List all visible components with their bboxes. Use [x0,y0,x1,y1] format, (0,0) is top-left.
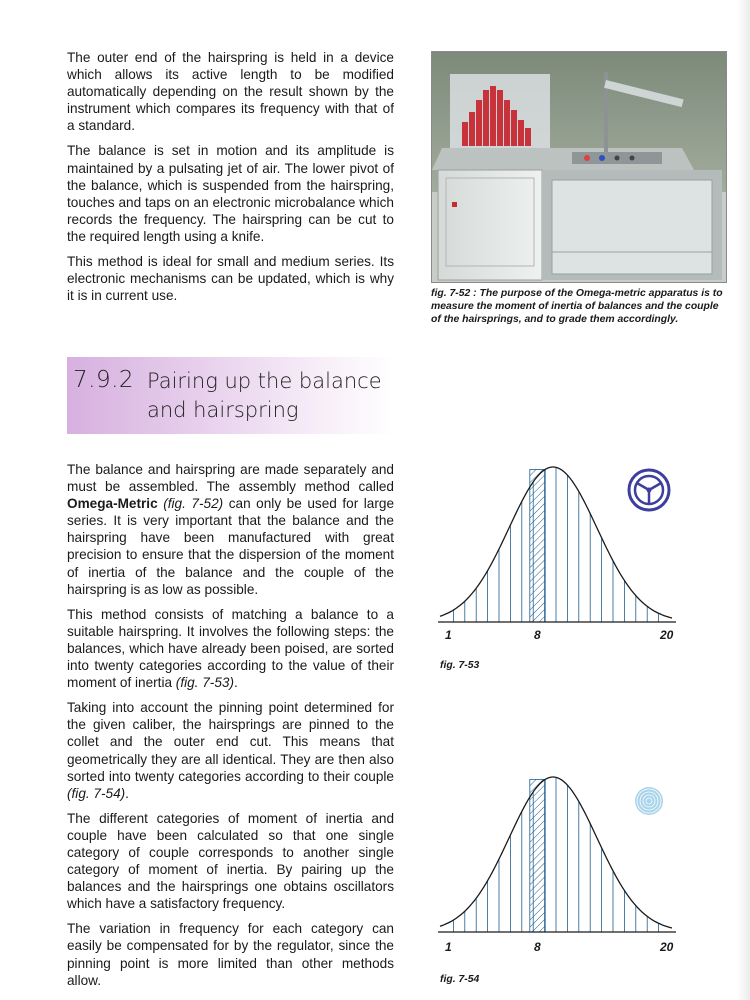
paragraph: The different categories of moment of inertia and couple have been calculated so that one single category of couple corresponds to another single category of moment of inertia. By pairing up the balances and the hairsprings one obtains oscillators which have a satisfactory frequency. [67,810,394,912]
omega-metric-apparatus-image [432,52,727,283]
fig-7-53-chart [430,455,700,655]
balance-wheel-icon [629,470,669,510]
section-heading [67,357,394,434]
tick-label-1: 1 [445,940,452,954]
distribution-curve-svg [430,455,700,655]
figure-reference: (fig. 7-53) [175,675,234,691]
distribution-curve-svg [430,765,700,965]
paragraph: This method consists of matching a balance to a suitable hairspring. It involves the following steps: the balances, which have already been poised, are sorted into twenty categories according to the value of their moment of inertia (fig. 7-53). [67,606,394,691]
highlighted-category-bar [530,469,545,622]
section-number: 7.9.2 [73,367,135,393]
section-title-line1: Pairing up the balance [147,369,382,393]
omega-metric-term: Omega-Metric [67,496,158,512]
tick-label-1: 1 [445,628,452,642]
tick-label-8: 8 [534,628,541,642]
figure-reference: (fig. 7-54) [67,785,126,801]
section-title-line2: and hairspring [147,398,299,422]
figure-reference: (fig. 7-52) [163,496,224,512]
paragraph: The outer end of the hairspring is held in a device which allows its active length to be modified automatically depending on the result shown by the instrument which compares its frequency with that of a standard. [67,50,394,134]
tick-label-8: 8 [534,940,541,954]
fig-7-54-label: fig. 7-54 [440,974,480,985]
body-text [67,461,394,997]
paragraph: The balance is set in motion and its amplitude is maintained by a pulsating jet of air. The lower pivot of the balance, which is suspended from the hairspring, touches and taps on an electronic microbalance which records the frequency. The hairspring can be cut to the required length using a knife. [67,143,394,244]
omega-metric-photo [431,51,727,283]
tick-label-20: 20 [660,940,674,954]
paragraph: Taking into account the pinning point determined for the given caliber, the hairsprings are pinned to the collet and the outer end cut. This means that geometrically they are all identical. They are then also sorted into twenty categories according to their couple (fig. 7-54). [67,700,394,801]
paragraph: The balance and hairspring are made separately and must be assembled. The assembly method called Omega-Metric (fig. 7-52) can only be used for large series. It is very important that the balance and the hairspring have been manufactured with great precision to ensure that the dispersion of the moment of inertia of the balance and the couple of the hairspring is as low as possible. [67,462,395,597]
page-edge-shadow [737,0,750,1000]
hairspring-icon [635,787,663,815]
intro-text [67,49,394,312]
fig-7-53-label: fig. 7-53 [440,660,480,671]
tick-label-20: 20 [660,628,674,642]
paragraph: The variation in frequency for each category can easily be compensated for by the regulator, since the pinning point is more limited than other methods allow. [67,921,394,988]
paragraph: This method is ideal for small and medium series. Its electronic mechanisms can be updated, which is why it is in current use. [67,254,394,304]
highlighted-category-bar [530,779,545,932]
fig-7-54-chart [430,765,700,965]
fig-7-52-caption: fig. 7-52 : The purpose of the Omega-metric apparatus is to measure the moment of inertia of balances and the couple of the hairsprings, and to grade them accordingly. [431,288,723,325]
